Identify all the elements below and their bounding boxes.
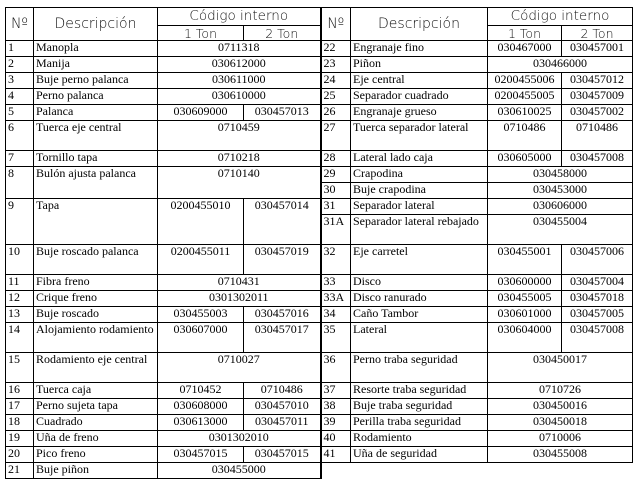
item-description: Pico freno: [34, 447, 158, 463]
item-description: Tornillo tapa: [34, 151, 158, 167]
item-number: 26: [321, 105, 351, 121]
header-num: Nº: [321, 8, 351, 41]
item-code: 030606000: [488, 199, 633, 215]
item-number: 18: [6, 415, 34, 431]
item-number: 25: [321, 89, 351, 105]
item-number: 34: [321, 307, 351, 323]
item-number: 5: [6, 105, 34, 121]
item-description: Buje piñon: [34, 463, 158, 479]
item-description: Uña de seguridad: [351, 447, 488, 463]
item-description: Tuerca caja: [34, 383, 158, 399]
table-row: [6, 463, 633, 479]
item-description: Tapa: [34, 199, 158, 245]
header-description: Descripción: [351, 8, 488, 41]
item-code-1ton: 030610025: [488, 105, 562, 121]
table-row: [6, 73, 633, 89]
item-description: Engranaje grueso: [351, 105, 488, 121]
item-code: 030450016: [488, 399, 633, 415]
item-code-2ton: 030457017: [244, 323, 321, 353]
item-description: Perno palanca: [34, 89, 158, 105]
item-number: 29: [321, 167, 351, 183]
item-number: 13: [6, 307, 34, 323]
item-number: 3: [6, 73, 34, 89]
item-number: 17: [6, 399, 34, 415]
table-row: [6, 89, 633, 105]
item-code-1ton: 030605000: [488, 151, 562, 167]
item-code-1ton: 030601000: [488, 307, 562, 323]
item-code-1ton: 030455005: [488, 291, 562, 307]
item-code-1ton: 030457015: [158, 447, 244, 463]
item-description: Crique freno: [34, 291, 158, 307]
item-description: Cuadrado: [34, 415, 158, 431]
item-number: 20: [6, 447, 34, 463]
item-number: 24: [321, 73, 351, 89]
item-code: 030453000: [488, 183, 633, 199]
item-number: 6: [6, 121, 34, 151]
item-number: 35: [321, 323, 351, 353]
item-code: 030458000: [488, 167, 633, 183]
header-code-group: Código interno: [158, 8, 321, 26]
item-code-1ton: 030600000: [488, 275, 562, 291]
item-code: 030450018: [488, 415, 633, 431]
item-number: 15: [6, 353, 34, 383]
item-description: Buje roscado: [34, 307, 158, 323]
item-description: Separador lateral: [351, 199, 488, 215]
item-code-2ton: 030457001: [562, 41, 633, 57]
item-code-2ton: 030457018: [562, 291, 633, 307]
table-row: [6, 431, 633, 447]
header-code-1ton: 1 Ton: [158, 26, 244, 41]
item-code-2ton: 030457015: [244, 447, 321, 463]
item-code-1ton: 030609000: [158, 105, 244, 121]
table-row: [6, 57, 633, 73]
item-code: 0710459: [158, 121, 321, 151]
table-row: [6, 41, 633, 57]
parts-list: [5, 7, 633, 479]
item-code-2ton: 0710486: [562, 121, 633, 151]
item-description: Separador lateral rebajado: [351, 215, 488, 245]
item-description: Buje traba seguridad: [351, 399, 488, 415]
item-code: 0301302010: [158, 431, 321, 447]
item-number: 33A: [321, 291, 351, 307]
item-code-2ton: 030457008: [562, 323, 633, 353]
item-code: 0711318: [158, 41, 321, 57]
item-code: 030455000: [158, 463, 321, 479]
item-code-1ton: 0710452: [158, 383, 244, 399]
item-code-2ton: 030457013: [244, 105, 321, 121]
table-row: [6, 447, 633, 463]
item-number: 30: [321, 183, 351, 199]
item-number: 37: [321, 383, 351, 399]
item-number: 7: [6, 151, 34, 167]
item-description: Caño Tambor: [351, 307, 488, 323]
item-number: 31: [321, 199, 351, 215]
item-code-1ton: 030604000: [488, 323, 562, 353]
item-number: 22: [321, 41, 351, 57]
item-code-2ton: 030457004: [562, 275, 633, 291]
item-description: Alojamiento rodamiento: [34, 323, 158, 353]
item-code-2ton: 030457010: [244, 399, 321, 415]
item-description: Manija: [34, 57, 158, 73]
item-code: 030612000: [158, 57, 321, 73]
table-row: [6, 275, 633, 291]
item-description: Palanca: [34, 105, 158, 121]
item-number: 38: [321, 399, 351, 415]
table-row: [6, 353, 633, 383]
item-code: 0710431: [158, 275, 321, 291]
table-row: [6, 323, 633, 353]
table-row: [6, 167, 633, 183]
item-description: Tuerca separador lateral: [351, 121, 488, 151]
item-code-1ton: 030455003: [158, 307, 244, 323]
item-description: Perilla traba seguridad: [351, 415, 488, 431]
item-number: 23: [321, 57, 351, 73]
table-row: [6, 245, 633, 275]
item-code: 030450017: [488, 353, 633, 383]
item-number: 8: [6, 167, 34, 199]
item-number: 32: [321, 245, 351, 275]
table-row: [6, 151, 633, 167]
item-number: 31A: [321, 215, 351, 245]
item-number: 2: [6, 57, 34, 73]
item-number: 21: [6, 463, 34, 479]
item-number: 11: [6, 275, 34, 291]
item-code-2ton: 0710486: [244, 383, 321, 399]
item-code-1ton: 030467000: [488, 41, 562, 57]
item-number: 14: [6, 323, 34, 353]
item-number: 16: [6, 383, 34, 399]
item-description: Manopla: [34, 41, 158, 57]
item-code-1ton: 030455001: [488, 245, 562, 275]
item-code-2ton: 030457012: [562, 73, 633, 89]
header-description: Descripción: [34, 8, 158, 41]
item-number: 33: [321, 275, 351, 291]
table-row: [6, 383, 633, 399]
item-number: 19: [6, 431, 34, 447]
item-description: Lateral lado caja: [351, 151, 488, 167]
item-description: Lateral: [351, 323, 488, 353]
header-row: [6, 8, 633, 26]
table-row: [6, 291, 633, 307]
table-row: [6, 399, 633, 415]
item-code-1ton: 0200455010: [158, 199, 244, 245]
item-code: 0710140: [158, 167, 321, 199]
item-description: Eje central: [351, 73, 488, 89]
item-code: 0710218: [158, 151, 321, 167]
item-number: 36: [321, 353, 351, 383]
item-description: Buje perno palanca: [34, 73, 158, 89]
parts-table: [5, 7, 633, 479]
item-description: Rodamiento eje central: [34, 353, 158, 383]
item-code-2ton: 030457016: [244, 307, 321, 323]
item-number: 27: [321, 121, 351, 151]
item-code: 030466000: [488, 57, 633, 73]
item-code-1ton: 030613000: [158, 415, 244, 431]
item-code: 030455008: [488, 447, 633, 463]
item-description: Resorte traba seguridad: [351, 383, 488, 399]
item-number: 1: [6, 41, 34, 57]
header-code-2ton: 2 Ton: [562, 26, 633, 41]
item-description: Buje crapodina: [351, 183, 488, 199]
item-code-1ton: 030608000: [158, 399, 244, 415]
item-code-2ton: 030457014: [244, 199, 321, 245]
item-code: 030611000: [158, 73, 321, 89]
item-code-2ton: 030457009: [562, 89, 633, 105]
item-code: 0710726: [488, 383, 633, 399]
item-number: 28: [321, 151, 351, 167]
item-description: Rodamiento: [351, 431, 488, 447]
item-description: Piñon: [351, 57, 488, 73]
item-number: 10: [6, 245, 34, 275]
item-code: 030455004: [488, 215, 633, 245]
item-description: Disco: [351, 275, 488, 291]
item-description: Eje carretel: [351, 245, 488, 275]
table-row: [6, 307, 633, 323]
item-code-2ton: 030457019: [244, 245, 321, 275]
item-code-1ton: 0200455011: [158, 245, 244, 275]
item-description: Fibra freno: [34, 275, 158, 291]
item-number: 39: [321, 415, 351, 431]
item-code-1ton: 0710486: [488, 121, 562, 151]
item-description: Buje roscado palanca: [34, 245, 158, 275]
item-code: 030610000: [158, 89, 321, 105]
table-row: [6, 415, 633, 431]
item-number: 12: [6, 291, 34, 307]
item-code-2ton: 030457011: [244, 415, 321, 431]
item-description: Tuerca eje central: [34, 121, 158, 151]
header-num: Nº: [6, 8, 34, 41]
item-description: Disco ranurado: [351, 291, 488, 307]
item-code-1ton: 0200455006: [488, 73, 562, 89]
table-row: [6, 199, 633, 215]
item-code-1ton: 0200455005: [488, 89, 562, 105]
item-description: Crapodina: [351, 167, 488, 183]
item-number: 41: [321, 447, 351, 463]
item-code-2ton: 030457006: [562, 245, 633, 275]
item-code: 0710027: [158, 353, 321, 383]
item-code-2ton: 030457002: [562, 105, 633, 121]
item-description: Perno traba seguridad: [351, 353, 488, 383]
empty-cell: [321, 463, 633, 479]
item-code-2ton: 030457005: [562, 307, 633, 323]
item-number: 4: [6, 89, 34, 105]
table-row: [6, 121, 633, 151]
header-code-group: Código interno: [488, 8, 633, 26]
item-code: 0301302011: [158, 291, 321, 307]
item-description: Perno sujeta tapa: [34, 399, 158, 415]
table-row: [6, 105, 633, 121]
item-description: Bulón ajusta palanca: [34, 167, 158, 199]
item-number: 40: [321, 431, 351, 447]
item-description: Engranaje fino: [351, 41, 488, 57]
item-code-2ton: 030457008: [562, 151, 633, 167]
item-code-1ton: 030607000: [158, 323, 244, 353]
header-code-2ton: 2 Ton: [244, 26, 321, 41]
item-description: Separador cuadrado: [351, 89, 488, 105]
item-description: Uña de freno: [34, 431, 158, 447]
item-number: 9: [6, 199, 34, 245]
header-code-1ton: 1 Ton: [488, 26, 562, 41]
item-code: 0710006: [488, 431, 633, 447]
